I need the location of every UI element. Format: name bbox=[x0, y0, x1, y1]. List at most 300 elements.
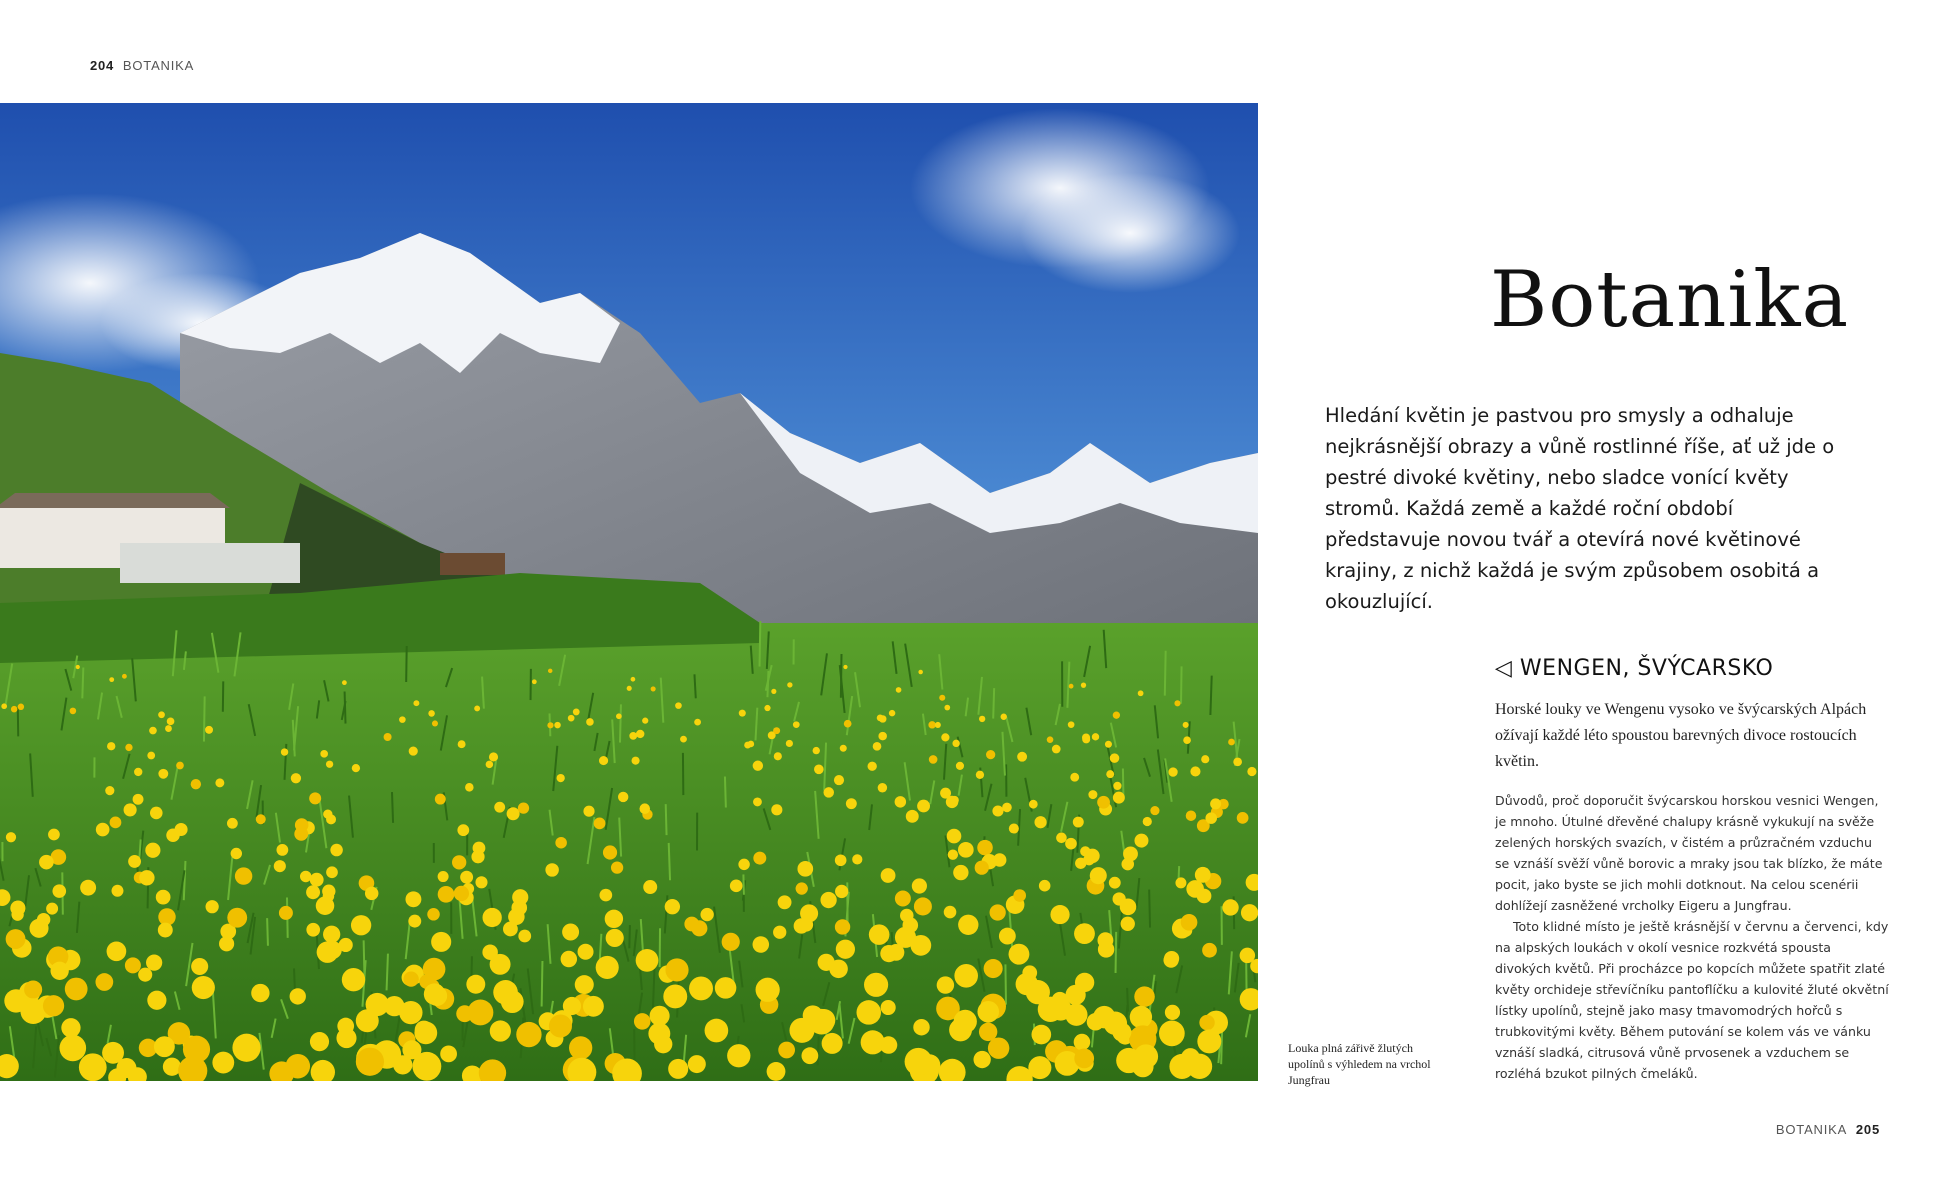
buttercup bbox=[1186, 810, 1197, 821]
buttercup bbox=[295, 818, 309, 832]
buttercup bbox=[158, 923, 173, 938]
section-lead: Horské louky ve Wengenu vysoko ve švýcarských Alpách ožívají každé léto spoustou barevných divoce rostoucích květin. bbox=[1495, 701, 1867, 770]
buttercup bbox=[1113, 792, 1125, 804]
intro-paragraph: Hledání květin je pastvou pro smysly a odhaluje nejkrásnější obrazy a vůně rostlinné říše, ať už jde o pestré divoké květiny, nebo sladce vonící květy stromů. Každá země a každé roční období představuje novou tvář a otevírá nové květinové krajiny, z nichž každá je svým způsobem osobitá a okouzlující. bbox=[1325, 404, 1835, 613]
buttercup bbox=[300, 871, 311, 882]
buttercup bbox=[665, 958, 688, 981]
folio-right bbox=[1776, 1122, 1880, 1137]
buttercup bbox=[606, 929, 624, 947]
buttercup bbox=[1165, 1005, 1180, 1020]
buttercup bbox=[61, 1018, 80, 1037]
buttercup bbox=[323, 809, 332, 818]
buttercup bbox=[403, 971, 418, 986]
buttercup bbox=[822, 1033, 843, 1054]
buttercup bbox=[1050, 998, 1072, 1020]
buttercup bbox=[1143, 817, 1152, 826]
buttercup bbox=[1050, 905, 1069, 924]
buttercup bbox=[1181, 914, 1198, 931]
buttercup bbox=[512, 889, 528, 905]
buttercup bbox=[80, 880, 96, 896]
buttercup bbox=[105, 786, 114, 795]
buttercup bbox=[715, 977, 737, 999]
buttercup bbox=[586, 718, 594, 726]
buttercup bbox=[11, 706, 17, 712]
grass-blade bbox=[387, 954, 388, 991]
buttercup bbox=[878, 783, 887, 792]
buttercup bbox=[175, 823, 188, 836]
buttercup bbox=[440, 1045, 457, 1062]
grass-blade bbox=[542, 961, 543, 1007]
buttercup bbox=[973, 1051, 990, 1068]
buttercup bbox=[489, 752, 498, 761]
buttercup bbox=[1009, 823, 1019, 833]
buttercup bbox=[317, 941, 339, 963]
buttercup bbox=[1082, 735, 1090, 743]
buttercup bbox=[1022, 965, 1037, 980]
buttercup bbox=[138, 968, 152, 982]
buttercup bbox=[231, 848, 242, 859]
buttercup bbox=[409, 747, 418, 756]
buttercup bbox=[549, 1014, 572, 1037]
page-number-right: 205 bbox=[1855, 1122, 1880, 1137]
buttercup bbox=[128, 855, 141, 868]
buttercup bbox=[326, 761, 333, 768]
buttercup bbox=[486, 761, 493, 768]
buttercup bbox=[1029, 800, 1038, 809]
buttercup bbox=[291, 773, 301, 783]
buttercup bbox=[413, 700, 419, 706]
landscape-illustration bbox=[0, 103, 1258, 1081]
buttercup bbox=[569, 1036, 592, 1059]
buttercup bbox=[631, 677, 636, 682]
buttercup bbox=[342, 680, 347, 685]
buttercup bbox=[150, 807, 163, 820]
grass-blade bbox=[406, 646, 407, 682]
buttercup bbox=[507, 807, 520, 820]
buttercup bbox=[286, 1054, 310, 1078]
buttercup bbox=[532, 679, 537, 684]
buttercup bbox=[846, 798, 857, 809]
buttercup bbox=[351, 915, 371, 935]
buttercup bbox=[427, 908, 440, 921]
buttercup bbox=[665, 899, 680, 914]
buttercup bbox=[596, 956, 619, 979]
page-number-left: 204 bbox=[90, 58, 115, 73]
cloud-right-2 bbox=[1020, 173, 1240, 293]
buttercup bbox=[352, 764, 360, 772]
buttercup bbox=[212, 1052, 234, 1074]
buttercup bbox=[1031, 1025, 1051, 1045]
grass-blade bbox=[993, 688, 994, 718]
buttercup bbox=[1202, 943, 1217, 958]
buttercup bbox=[767, 1062, 786, 1081]
buttercup bbox=[456, 1005, 473, 1022]
buttercup bbox=[1113, 782, 1121, 790]
buttercup bbox=[947, 829, 962, 844]
buttercup bbox=[1174, 700, 1180, 706]
buttercup bbox=[603, 845, 617, 859]
buttercup bbox=[107, 941, 127, 961]
buttercup bbox=[918, 670, 923, 675]
buttercup bbox=[651, 686, 656, 691]
buttercup bbox=[557, 774, 565, 782]
buttercup bbox=[823, 787, 834, 798]
buttercup bbox=[24, 980, 42, 998]
buttercup bbox=[365, 887, 378, 900]
grass-blade bbox=[725, 776, 726, 807]
buttercup bbox=[1190, 766, 1200, 776]
buttercup bbox=[205, 726, 213, 734]
buttercup bbox=[6, 832, 16, 842]
buttercup bbox=[689, 976, 713, 1000]
buttercup bbox=[799, 918, 813, 932]
buttercup bbox=[954, 964, 978, 988]
buttercup bbox=[1, 703, 7, 709]
buttercup bbox=[503, 922, 518, 937]
buttercup bbox=[636, 949, 659, 972]
buttercup bbox=[879, 715, 886, 722]
buttercup bbox=[274, 860, 286, 872]
buttercup bbox=[438, 871, 449, 882]
buttercup bbox=[399, 716, 406, 723]
grass-blade bbox=[1165, 651, 1166, 696]
buttercup bbox=[1090, 867, 1107, 884]
buttercup bbox=[756, 978, 780, 1002]
buttercup bbox=[256, 814, 266, 824]
buttercup bbox=[773, 727, 780, 734]
buttercup bbox=[356, 1048, 384, 1076]
buttercup bbox=[813, 747, 820, 754]
buttercup bbox=[1073, 817, 1084, 828]
buttercup bbox=[774, 752, 782, 760]
buttercup bbox=[452, 855, 466, 869]
buttercup bbox=[939, 695, 945, 701]
buttercup bbox=[629, 732, 637, 740]
folio-left bbox=[90, 58, 194, 73]
buttercup bbox=[956, 762, 964, 770]
buttercup bbox=[1120, 899, 1137, 916]
pointer-left-icon: ◁ bbox=[1495, 656, 1513, 681]
buttercup bbox=[326, 866, 338, 878]
buttercup bbox=[122, 674, 127, 679]
buttercup bbox=[112, 885, 124, 897]
buttercup bbox=[1001, 714, 1007, 720]
buttercup bbox=[944, 705, 950, 711]
grass-blade bbox=[204, 696, 205, 741]
buttercup bbox=[953, 865, 968, 880]
buttercup bbox=[109, 677, 114, 682]
buttercup bbox=[435, 794, 446, 805]
buttercup bbox=[465, 783, 474, 792]
buttercup bbox=[895, 796, 906, 807]
buttercup bbox=[705, 1019, 729, 1043]
buttercup bbox=[1183, 736, 1191, 744]
buttercup bbox=[20, 998, 46, 1024]
buttercup bbox=[1052, 745, 1061, 754]
buttercup bbox=[156, 890, 171, 905]
buttercup bbox=[1047, 736, 1054, 743]
buttercup bbox=[948, 850, 958, 860]
buttercup bbox=[575, 975, 594, 994]
buttercup bbox=[1106, 770, 1114, 778]
buttercup bbox=[76, 665, 80, 669]
buttercup bbox=[281, 748, 288, 755]
buttercup bbox=[423, 958, 446, 981]
buttercup bbox=[547, 722, 553, 728]
buttercup bbox=[1026, 980, 1050, 1004]
buttercup bbox=[424, 983, 445, 1004]
buttercup bbox=[337, 1018, 354, 1035]
buttercup bbox=[1075, 858, 1086, 869]
buttercup bbox=[18, 704, 24, 710]
buttercup bbox=[147, 752, 155, 760]
grass-blade bbox=[392, 792, 393, 823]
buttercup bbox=[787, 682, 792, 687]
buttercup bbox=[796, 882, 808, 894]
grass-blade bbox=[694, 674, 695, 698]
grass-blade bbox=[1149, 890, 1150, 928]
buttercup bbox=[1081, 683, 1086, 688]
buttercup bbox=[1121, 917, 1135, 931]
buttercup bbox=[227, 908, 247, 928]
buttercup bbox=[399, 1001, 422, 1024]
buttercup bbox=[900, 909, 914, 923]
buttercup bbox=[895, 891, 911, 907]
buttercup bbox=[110, 816, 122, 828]
buttercup bbox=[753, 797, 762, 806]
buttercup bbox=[639, 803, 650, 814]
buttercup bbox=[773, 926, 786, 939]
buttercup bbox=[490, 1020, 511, 1041]
buttercup bbox=[310, 1032, 329, 1051]
grass-blade bbox=[82, 667, 83, 698]
buttercup bbox=[1097, 932, 1113, 948]
buttercup bbox=[778, 895, 792, 909]
buttercup bbox=[786, 740, 793, 747]
buttercup bbox=[797, 861, 813, 877]
buttercup bbox=[905, 1048, 933, 1076]
buttercup bbox=[616, 713, 622, 719]
buttercup bbox=[599, 889, 612, 902]
body-paragraph: Toto klidné místo je ještě krásnější v červnu a červenci, kdy na alpských loukách v okolí vesnice rozkvétá spousta divokých květů. Při procházce po kopcích můžete spatřit zlaté květy orchideje střevíčníku pantoflíčku a kulovité žluté okvětní lístky upolínů, stejně jako masy tmavomodrých hořců s trubkovitými květy. Během putování se kolem vás ve vánku vznáší sladká, citrusová vůně prvosenek a vzduchem se rozléhá bzukot pilných čmeláků. bbox=[1495, 919, 1889, 1081]
buttercup bbox=[191, 958, 208, 975]
grass-blade bbox=[841, 654, 842, 698]
buttercup bbox=[910, 935, 931, 956]
grass-blade bbox=[1127, 988, 1128, 1012]
section-heading bbox=[1495, 656, 1773, 681]
buttercup bbox=[1069, 684, 1074, 689]
buttercup bbox=[1228, 739, 1235, 746]
buttercup bbox=[1009, 944, 1030, 965]
buttercup bbox=[432, 720, 438, 726]
buttercup bbox=[1065, 838, 1077, 850]
buttercup bbox=[599, 756, 608, 765]
buttercup bbox=[192, 976, 215, 999]
buttercup bbox=[727, 1044, 750, 1067]
buttercup bbox=[1068, 721, 1075, 728]
buttercup bbox=[1110, 753, 1120, 763]
buttercup bbox=[881, 1000, 896, 1015]
buttercup bbox=[1092, 733, 1099, 740]
buttercup bbox=[384, 733, 392, 741]
buttercup bbox=[809, 1009, 835, 1035]
buttercup bbox=[688, 1055, 706, 1073]
buttercup bbox=[1056, 833, 1067, 844]
buttercup bbox=[820, 892, 836, 908]
buttercup bbox=[356, 1009, 379, 1032]
buttercup bbox=[873, 742, 882, 751]
buttercup bbox=[516, 1022, 541, 1047]
buttercup bbox=[818, 954, 835, 971]
buttercup bbox=[861, 1030, 885, 1054]
buttercup bbox=[139, 870, 154, 885]
buttercup bbox=[1130, 1006, 1152, 1028]
buttercup bbox=[993, 853, 1006, 866]
buttercup bbox=[70, 708, 77, 715]
buttercup bbox=[52, 884, 66, 898]
buttercup bbox=[1017, 752, 1027, 762]
buttercup bbox=[60, 1035, 87, 1062]
buttercup bbox=[65, 978, 88, 1001]
buttercup bbox=[1013, 889, 1026, 902]
buttercup bbox=[977, 1001, 999, 1023]
buttercup bbox=[835, 919, 850, 934]
buttercup bbox=[1134, 986, 1155, 1007]
buttercup bbox=[979, 1023, 997, 1041]
buttercup bbox=[618, 792, 628, 802]
buttercup bbox=[235, 867, 252, 884]
buttercup bbox=[1085, 849, 1100, 864]
buttercup bbox=[1088, 790, 1097, 799]
buttercup bbox=[1241, 904, 1258, 921]
buttercup bbox=[232, 1034, 260, 1062]
buttercup bbox=[167, 718, 175, 726]
buttercup bbox=[46, 903, 58, 915]
buttercup bbox=[878, 732, 887, 741]
buttercup bbox=[986, 750, 995, 759]
buttercup bbox=[176, 762, 184, 770]
buttercup bbox=[1175, 877, 1186, 888]
buttercup bbox=[958, 842, 974, 858]
buttercup bbox=[1138, 690, 1144, 696]
buttercup bbox=[458, 740, 466, 748]
buttercup bbox=[1205, 812, 1217, 824]
buttercup bbox=[999, 928, 1016, 945]
buttercup bbox=[563, 997, 581, 1015]
buttercup bbox=[654, 1035, 672, 1053]
buttercup bbox=[408, 915, 421, 928]
buttercup bbox=[1070, 773, 1079, 782]
buttercup bbox=[474, 705, 480, 711]
grass-blade bbox=[1116, 932, 1117, 973]
buttercup bbox=[1074, 1034, 1091, 1051]
buttercup bbox=[1121, 858, 1134, 871]
buttercup bbox=[906, 810, 919, 823]
grass-blade bbox=[620, 704, 621, 742]
buttercup bbox=[691, 920, 707, 936]
buttercup bbox=[744, 742, 751, 749]
buttercup bbox=[561, 951, 577, 967]
buttercup bbox=[1159, 1020, 1185, 1046]
buttercup bbox=[1034, 816, 1046, 828]
buttercup bbox=[611, 862, 623, 874]
buttercup bbox=[1199, 1015, 1214, 1030]
buttercup bbox=[1105, 741, 1112, 748]
buttercup bbox=[835, 854, 847, 866]
buttercup bbox=[573, 708, 580, 715]
buttercup bbox=[888, 944, 905, 961]
buttercup bbox=[95, 973, 113, 991]
alpine-meadow-photo bbox=[0, 103, 1258, 1081]
buttercup bbox=[835, 885, 848, 898]
buttercup bbox=[949, 1018, 972, 1041]
buttercup bbox=[227, 818, 238, 829]
buttercup bbox=[1116, 1048, 1141, 1073]
grass-blade bbox=[364, 940, 365, 974]
buttercup bbox=[889, 710, 895, 716]
buttercup bbox=[642, 718, 648, 724]
buttercup bbox=[856, 1000, 881, 1025]
buttercup bbox=[149, 727, 157, 735]
buttercup bbox=[276, 844, 288, 856]
buttercup bbox=[125, 744, 132, 751]
buttercup bbox=[764, 705, 770, 711]
buttercup bbox=[840, 940, 854, 954]
buttercup bbox=[1247, 767, 1256, 776]
buttercup bbox=[1134, 834, 1148, 848]
buttercup bbox=[605, 910, 623, 928]
buttercup bbox=[320, 750, 328, 758]
buttercup bbox=[1240, 948, 1255, 963]
buttercup bbox=[952, 740, 959, 747]
buttercup bbox=[881, 868, 896, 883]
buttercup bbox=[976, 771, 984, 779]
buttercup bbox=[1150, 806, 1159, 815]
buttercup bbox=[753, 761, 763, 771]
section-heading-text: WENGEN, ŠVÝCARSKO bbox=[1519, 656, 1774, 681]
buttercup bbox=[251, 984, 269, 1002]
buttercup bbox=[493, 980, 518, 1005]
buttercup bbox=[43, 995, 64, 1016]
page-title: Botanika bbox=[1490, 255, 1850, 345]
buttercup bbox=[323, 926, 340, 943]
buttercup bbox=[1093, 1006, 1115, 1028]
grass-blade bbox=[669, 843, 670, 880]
buttercup bbox=[844, 720, 852, 728]
buttercup bbox=[680, 736, 687, 743]
buttercup bbox=[840, 745, 847, 752]
buttercup bbox=[490, 954, 511, 975]
buttercup bbox=[39, 855, 54, 870]
buttercup bbox=[944, 906, 957, 919]
buttercup bbox=[771, 804, 782, 815]
buttercup bbox=[864, 973, 888, 997]
buttercup bbox=[545, 863, 558, 876]
buttercup bbox=[1222, 899, 1238, 915]
buttercup bbox=[778, 1042, 795, 1059]
buttercup bbox=[650, 1006, 670, 1026]
buttercup bbox=[554, 722, 560, 728]
grass-blade bbox=[743, 874, 744, 894]
buttercup bbox=[158, 711, 165, 718]
buttercup bbox=[958, 915, 978, 935]
buttercup bbox=[438, 886, 455, 903]
buttercup bbox=[102, 1042, 124, 1064]
buttercup bbox=[48, 829, 60, 841]
buttercup bbox=[1002, 803, 1012, 813]
buttercup bbox=[473, 842, 486, 855]
buttercup bbox=[154, 1036, 175, 1057]
